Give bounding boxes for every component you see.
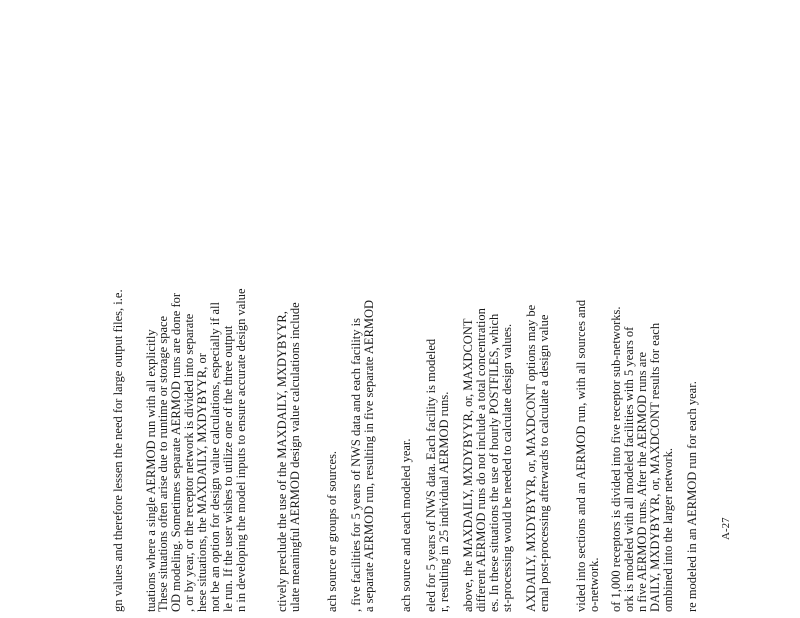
text-line: a separate AERMOD run, resulting in five separate AERMOD xyxy=(362,299,376,612)
text-line: ernal post-processing afterwards to calculate a design value xyxy=(537,314,551,612)
text-line: n five AERMOD runs. After the AERMOD runs are xyxy=(635,351,649,612)
text-line: different AERMOD runs do not include a total concentration xyxy=(474,308,488,612)
text-line: tuations where a single AERMOD run with all explicitly xyxy=(144,329,158,612)
text-line: vided into sections and an AERMOD run, with all sources and xyxy=(574,299,588,612)
text-line: AXDAILY, MXDYBYYR, or, MAXDCONT options may be xyxy=(524,304,538,612)
text-line: ach source and each modeled year. xyxy=(399,438,413,612)
text-line: above, the MAXDAILY, MXDYBYYR, or, MAXDCONT xyxy=(461,318,475,612)
text-line: gn values and therefore lessen the need for large output files, i.e. xyxy=(111,289,125,612)
text-line: , five facilities for 5 years of NWS data and each facility is xyxy=(349,318,363,612)
text-line: ork is modeled with all modeled facilities with 5 years of xyxy=(622,326,636,612)
text-line: , or by year, or the receptor network is divided into separate xyxy=(182,313,196,612)
text-line: not be an option for design value calculations, especially if all xyxy=(208,302,222,612)
text-line: n in developing the model inputs to ensure accurate design value xyxy=(234,288,248,612)
text-line: DAILY, MXDYBYYR, or, MAXDCONT results for each xyxy=(648,322,662,612)
text-line: ulate meaningful AERMOD design value calculations include xyxy=(288,302,302,612)
text-line: OD modeling. Sometimes separate AERMOD runs are done for xyxy=(169,292,183,612)
text-line: hese situations, the MAXDAILY, MXDYBYYR, or xyxy=(195,353,209,612)
text-line: eled for 5 years of NWS data. Each facility is modeled xyxy=(424,338,438,612)
text-line: These situations often arise due to runtime or storage space xyxy=(156,315,170,612)
text-line: o-network. xyxy=(587,557,601,612)
text-line: ombined into the larger network. xyxy=(661,448,675,612)
text-line: ctively preclude the use of the MAXDAILY, MXDYBYYR, xyxy=(275,311,289,612)
text-line: le run. If the user wishes to utilize one of the three output xyxy=(221,325,235,612)
text-line: ach source or groups of sources. xyxy=(325,450,339,612)
text-line: es. In these situations the use of hourly POSTFILES, which xyxy=(487,313,501,612)
text-line: re modeled in an AERMOD run for each year. xyxy=(685,381,699,612)
text-line: st-processing would be needed to calculate design values. xyxy=(500,323,514,612)
text-line: r, resulting in 25 individual AERMOD runs. xyxy=(437,391,451,612)
page-number: A-27 xyxy=(720,517,732,540)
text-line: of 1,000 receptors is divided into five receptor sub-networks. xyxy=(609,306,623,612)
